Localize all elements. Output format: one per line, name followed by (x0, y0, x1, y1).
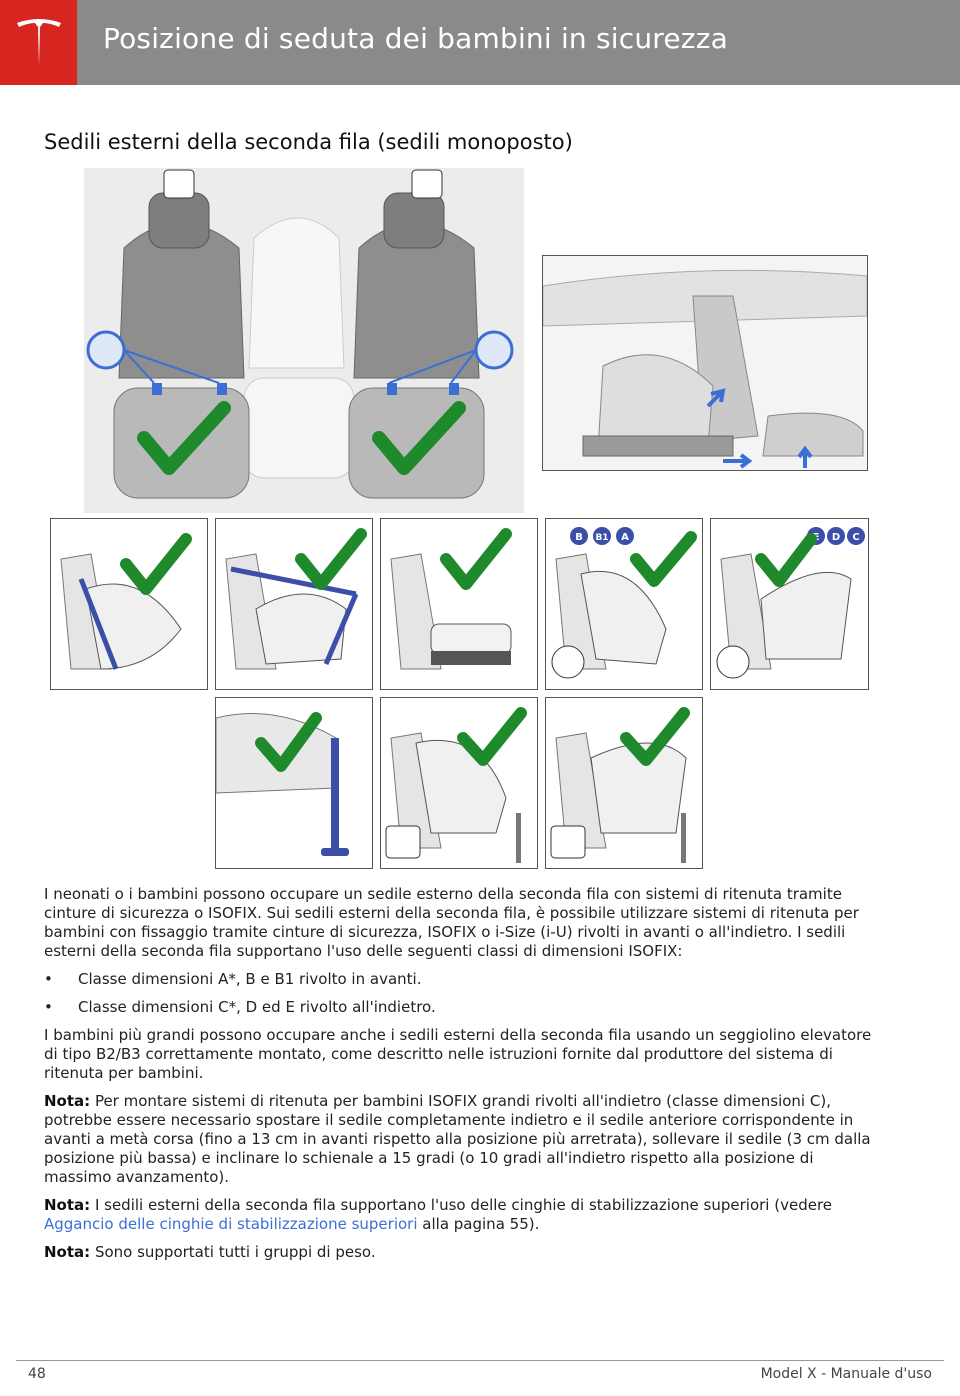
note-text: alla pagina 55). (422, 1215, 540, 1233)
tesla-t-icon (14, 15, 64, 70)
size-class-b1-label: B1 (595, 533, 609, 543)
note-text: Sono supportati tutti i gruppi di peso. (94, 1243, 376, 1261)
isofix-forward-figure (545, 518, 703, 690)
page-title: Posizione di seduta dei bambini in sicurezza (103, 22, 728, 55)
child-seat-belt-figure (50, 518, 208, 690)
note-tether (44, 1196, 874, 1234)
tether-section-link[interactable]: Aggancio delle cinghie di stabilizzazione superiori (44, 1215, 418, 1233)
list-item-text: Classe dimensioni A*, B e B1 rivolto in avanti. (78, 970, 422, 988)
section-title: Sedili esterni della seconda fila (sedili monoposto) (44, 130, 573, 154)
intro-paragraph: I neonati o i bambini possono occupare un sedile esterno della seconda fila con sistemi di ritenuta tramite cinture di sicurezza o ISOFIX. Sui sedili esterni della seconda fila, è possibile utilizzare sistemi di ritenuta per bambini con fissaggio tramite cinture di sicurezza, ISOFIX o i-Size (i-U) rivolti in avanti o all'indietro. I sedili esterni della seconda fila supportano l'uso delle seguenti classi di dimensioni ISOFIX: (44, 885, 859, 960)
size-class-d-label: D (831, 532, 841, 543)
note-text: Per montare sistemi di ritenuta per bambini ISOFIX grandi rivolti all'indietro (classe dimensioni C), potrebbe essere necessario spostare il sedile completamente indietro e il sedile anteriore corrispondente in avanti a metà corsa (fino a 13 cm in avanti rispetto alla posizione più arretrata), sollevare il sedile (3 cm dalla posizione più bassa) e inclinare lo schienale a 15 gradi (o 10 gradi all'indietro rispetto alla posizione di massimo avanzamento). (44, 1092, 871, 1186)
document-name: Model X - Manuale d'uso (760, 1366, 932, 1382)
note-label: Nota: (44, 1243, 91, 1261)
note-isofix (44, 1092, 874, 1187)
list-item-text: Classe dimensioni C*, D ed E rivolto all'indietro. (78, 998, 436, 1016)
size-class-a-label: A (621, 532, 629, 543)
child-seat-tether-figure (215, 518, 373, 690)
note-text: I sedili esterni della seconda fila supportano l'uso delle cinghie di stabilizzazione superiori (vedere (94, 1196, 833, 1214)
bullet-icon: • (44, 998, 53, 1016)
list-item (44, 970, 874, 989)
tesla-logo (0, 0, 77, 85)
list-item (44, 998, 874, 1017)
booster-seat-figure (380, 518, 538, 690)
i-size-rearward-figure (545, 697, 703, 869)
note-label: Nota: (44, 1196, 91, 1214)
bullet-icon: • (44, 970, 53, 988)
size-class-e-label: E (812, 532, 820, 543)
rear-seats-illustration (84, 168, 524, 513)
support-leg-figure (215, 697, 373, 869)
page-number: 48 (28, 1366, 46, 1382)
size-class-b-label: B (575, 532, 583, 543)
body-text (44, 885, 874, 1271)
note-label: Nota: (44, 1092, 91, 1110)
booster-paragraph: I bambini più grandi possono occupare anche i sedili esterni della seconda fila usando un seggiolino elevatore di tipo B2/B3 correttamente montato, come descritto nelle istruzioni fornite dal produttore del sistema di ritenuta per bambini. (44, 1026, 872, 1082)
seat-adjustment-illustration (542, 255, 868, 471)
isofix-rearward-figure (710, 518, 869, 690)
page-header (0, 0, 960, 85)
footer-divider (16, 1360, 944, 1361)
note-weight-groups (44, 1243, 874, 1262)
size-class-c-label: C (852, 532, 860, 543)
i-size-forward-figure (380, 697, 538, 869)
